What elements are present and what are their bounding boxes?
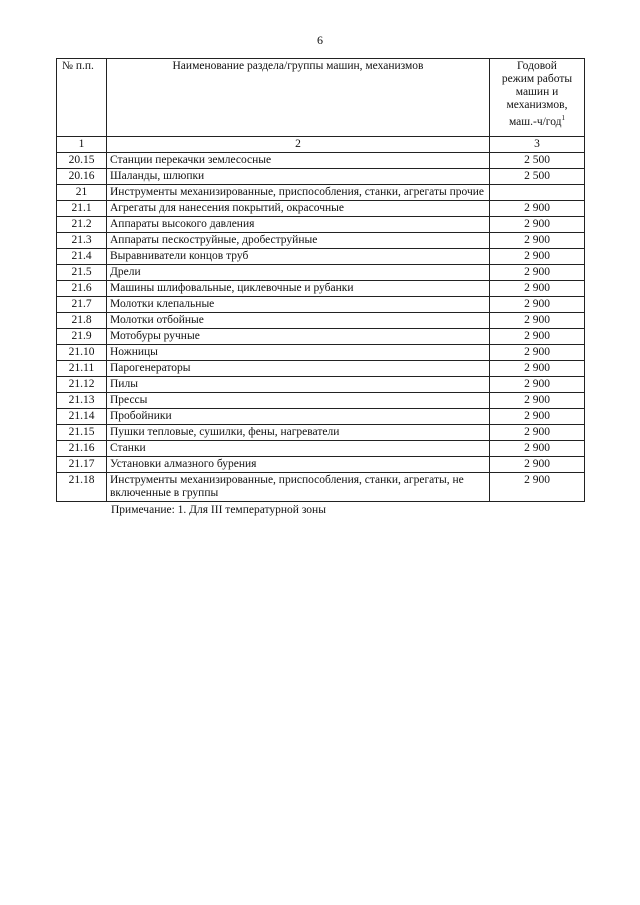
table-row	[57, 377, 585, 393]
row-name-cell: Пилы	[107, 377, 490, 393]
row-hours-cell: 2 900	[490, 201, 585, 217]
table-row	[57, 249, 585, 265]
table-row	[57, 361, 585, 377]
column-index-2: 2	[107, 137, 490, 153]
row-num-cell: 21.7	[57, 297, 107, 313]
column-index-row	[57, 137, 585, 153]
table-row	[57, 169, 585, 185]
row-hours-cell: 2 900	[490, 425, 585, 441]
row-name-cell: Инструменты механизированные, приспособления, станки, агрегаты прочие	[107, 185, 490, 201]
row-name-cell: Ножницы	[107, 345, 490, 361]
table-row	[57, 441, 585, 457]
header-hours-cell	[490, 59, 585, 137]
table-row	[57, 281, 585, 297]
row-num-cell: 21.18	[57, 473, 107, 502]
row-num-cell: 21.15	[57, 425, 107, 441]
table-row	[57, 473, 585, 502]
table-header-row	[57, 59, 585, 137]
table-row	[57, 153, 585, 169]
row-hours-cell: 2 900	[490, 457, 585, 473]
header-hours-footnote-mark: 1	[561, 114, 566, 122]
header-num: № п.п.	[57, 59, 107, 137]
row-num-cell: 21.5	[57, 265, 107, 281]
row-hours-cell: 2 900	[490, 217, 585, 233]
row-num-cell: 21.2	[57, 217, 107, 233]
row-num-cell: 21.1	[57, 201, 107, 217]
table-row	[57, 457, 585, 473]
table-row	[57, 185, 585, 201]
table-row	[57, 201, 585, 217]
row-name-cell: Пробойники	[107, 409, 490, 425]
table-row	[57, 265, 585, 281]
row-name-cell: Пушки тепловые, сушилки, фены, нагреватели	[107, 425, 490, 441]
header-hours: Годовой режим работы машин и механизмов, маш.-ч/год	[501, 60, 573, 128]
row-name-cell: Парогенераторы	[107, 361, 490, 377]
table-row	[57, 233, 585, 249]
row-name-cell: Шаланды, шлюпки	[107, 169, 490, 185]
row-num-cell: 21.16	[57, 441, 107, 457]
table-row	[57, 393, 585, 409]
row-num-cell: 21.12	[57, 377, 107, 393]
row-num-cell: 20.15	[57, 153, 107, 169]
table-body	[57, 59, 585, 502]
machine-hours-table	[56, 58, 585, 502]
row-hours-cell: 2 900	[490, 313, 585, 329]
row-num-cell: 21.13	[57, 393, 107, 409]
column-index-3: 3	[490, 137, 585, 153]
row-hours-cell: 2 900	[490, 377, 585, 393]
row-name-cell: Инструменты механизированные, приспособления, станки, агрегаты, не включенные в группы	[107, 473, 490, 502]
row-num-cell: 21.9	[57, 329, 107, 345]
row-name-cell: Станции перекачки землесосные	[107, 153, 490, 169]
row-hours-cell: 2 900	[490, 233, 585, 249]
row-hours-cell: 2 900	[490, 409, 585, 425]
row-name-cell: Молотки клепальные	[107, 297, 490, 313]
row-hours-cell: 2 900	[490, 441, 585, 457]
row-hours-cell	[490, 185, 585, 201]
row-name-cell: Выравниватели концов труб	[107, 249, 490, 265]
row-num-cell: 21.10	[57, 345, 107, 361]
row-hours-cell: 2 900	[490, 281, 585, 297]
header-name: Наименование раздела/группы машин, механизмов	[107, 59, 490, 137]
row-hours-cell: 2 900	[490, 329, 585, 345]
row-num-cell: 21.14	[57, 409, 107, 425]
row-name-cell: Установки алмазного бурения	[107, 457, 490, 473]
table-row	[57, 297, 585, 313]
footnote: Примечание: 1. Для III температурной зоны	[111, 504, 326, 516]
row-name-cell: Мотобуры ручные	[107, 329, 490, 345]
row-hours-cell: 2 900	[490, 473, 585, 502]
table-row	[57, 409, 585, 425]
row-num-cell: 21.17	[57, 457, 107, 473]
row-hours-cell: 2 900	[490, 265, 585, 281]
row-num-cell: 21	[57, 185, 107, 201]
row-name-cell: Аппараты пескоструйные, дробеструйные	[107, 233, 490, 249]
row-num-cell: 21.11	[57, 361, 107, 377]
row-hours-cell: 2 900	[490, 249, 585, 265]
row-num-cell: 21.3	[57, 233, 107, 249]
row-hours-cell: 2 900	[490, 297, 585, 313]
row-name-cell: Прессы	[107, 393, 490, 409]
row-hours-cell: 2 900	[490, 345, 585, 361]
column-index-1: 1	[57, 137, 107, 153]
row-name-cell: Станки	[107, 441, 490, 457]
row-num-cell: 21.4	[57, 249, 107, 265]
table-row	[57, 425, 585, 441]
row-hours-cell: 2 900	[490, 361, 585, 377]
table-row	[57, 329, 585, 345]
row-num-cell: 21.8	[57, 313, 107, 329]
table-row	[57, 345, 585, 361]
row-name-cell: Машины шлифовальные, циклевочные и рубанки	[107, 281, 490, 297]
row-hours-cell: 2 900	[490, 393, 585, 409]
row-name-cell: Дрели	[107, 265, 490, 281]
row-num-cell: 21.6	[57, 281, 107, 297]
row-name-cell: Молотки отбойные	[107, 313, 490, 329]
row-name-cell: Аппараты высокого давления	[107, 217, 490, 233]
page-number: 6	[317, 33, 323, 47]
row-name-cell: Агрегаты для нанесения покрытий, окрасочные	[107, 201, 490, 217]
table-row	[57, 217, 585, 233]
row-hours-cell: 2 500	[490, 153, 585, 169]
row-num-cell: 20.16	[57, 169, 107, 185]
row-hours-cell: 2 500	[490, 169, 585, 185]
table-row	[57, 313, 585, 329]
